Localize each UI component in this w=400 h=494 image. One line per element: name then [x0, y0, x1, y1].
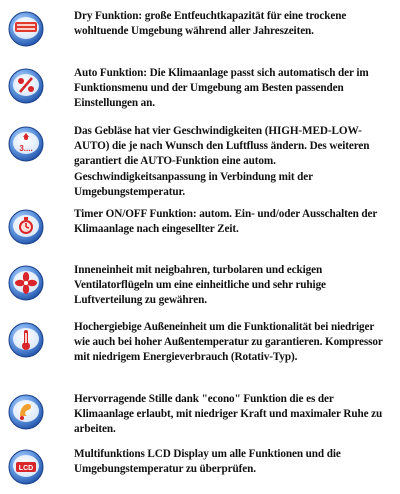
feature-text: Hervorragende Stille dank "econo" Funktion die es der Klimaanlage erlaubt, mit niedriger Kraft und maximaler Ruhe zu arbeiten.: [74, 393, 383, 436]
feature-text: Dry Funktion: große Entfeuchtkapazität für eine trockene wohltuende Umgebung während aller Jahreszeiten.: [74, 10, 347, 38]
svg-text:LCD: LCD: [18, 465, 34, 472]
timer-icon: [8, 209, 44, 245]
feature-text: Das Gebläse hat vier Geschwindigkeiten (HIGH-MED-LOW-AUTO) die je nach Wunsch den Luftfluss ändern. Des weiteren garantiert die AUTO-Funktion eine autom. Geschwindigkeitsanpassung in Verbindung mit der Umgebungstemperatur.: [74, 125, 370, 198]
feature-text: Inneneinheit mit neigbahren, turbolaren und eckigen Ventilatorflügeln um eine einheitliche und sehr ruhige Luftverteilung zu gewähren.: [74, 264, 326, 307]
fan-speed-icon: [8, 126, 44, 162]
dry-mode-icon: [8, 11, 44, 47]
fan-blades-icon: [8, 265, 44, 301]
outdoor-unit-icon: [8, 322, 44, 358]
feature-text: Hochergiebige Außeneinheit um die Funktionalität bei niedriger wie auch bei hoher Außentemperatur zu garantieren. Kompressor mit niedrigem Energieverbrauch (Rotativ-Typ).: [74, 321, 383, 364]
lcd-display-icon: [8, 449, 44, 485]
feature-text: Auto Funktion: Die Klimaanlage passt sich automatisch der im Funktionsmenu und der Umgebung am Besten passenden Einstellungen an.: [74, 67, 369, 110]
feature-text: Timer ON/OFF Funktion: autom. Ein- und/oder Ausschalten der Klimaanlage nach eingesellter Zeit.: [74, 208, 378, 236]
quiet-mode-icon: [8, 394, 44, 430]
svg-text:3....: 3....: [19, 144, 33, 153]
auto-mode-icon: [8, 68, 44, 104]
feature-text: Multifunktions LCD Display um alle Funktionen und die Umgebungstemperatur zu überprüfen.: [74, 448, 341, 476]
